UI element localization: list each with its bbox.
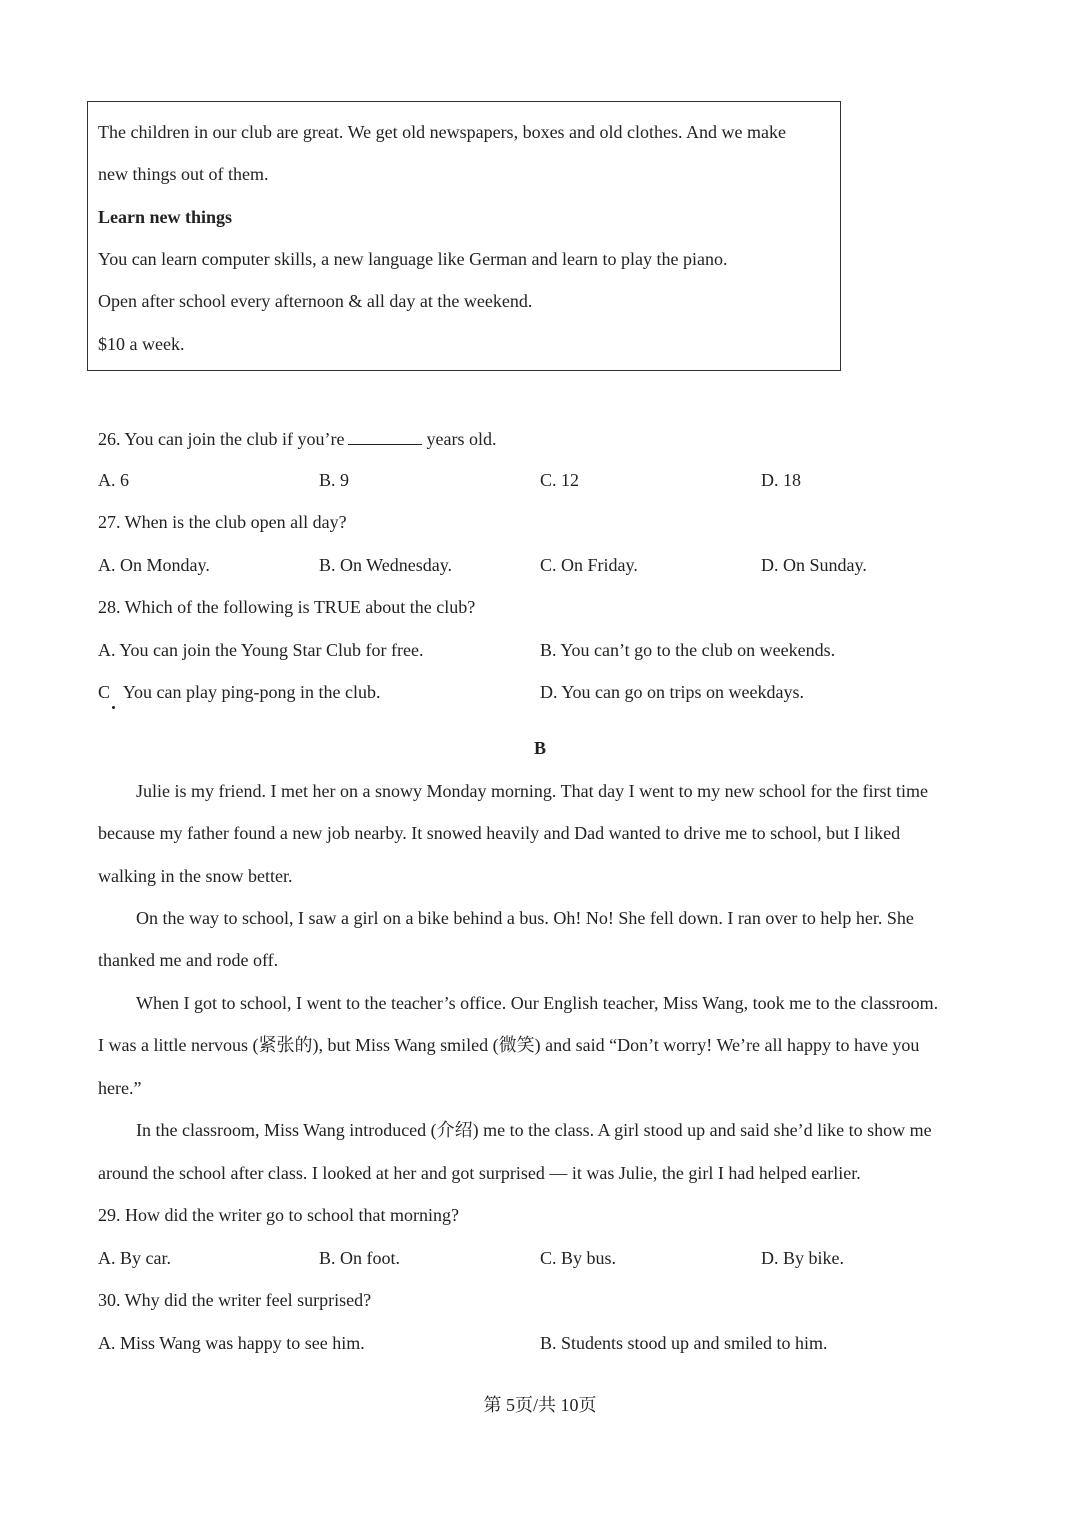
q27-option-d: D. On Sunday. [761, 555, 867, 575]
question-26-stem-before: 26. You can join the club if you’re [98, 429, 345, 449]
passage-b-p1-line3: walking in the snow better. [98, 866, 293, 886]
q30-option-a: A. Miss Wang was happy to see him. [98, 1333, 365, 1353]
passage-b-p3-line3: here.” [98, 1078, 142, 1098]
q26-option-b: B. 9 [319, 470, 350, 490]
page-number-footer: 第 5页/共 10页 [483, 1395, 597, 1415]
passage-b-p4-line1: In the classroom, Miss Wang introduced (介绍) me to the class. A girl stood up and said she’d like to show me [136, 1120, 932, 1140]
q28-option-a: A. You can join the Young Star Club for free. [98, 640, 424, 660]
q26-option-a: A. 6 [98, 470, 129, 490]
q26-option-d: D. 18 [761, 470, 801, 490]
q29-option-a: A. By car. [98, 1248, 171, 1268]
passage-b-p3-line2: I was a little nervous (紧张的), but Miss Wang smiled (微笑) and said “Don’t worry! We’re all happy to have you [98, 1035, 920, 1055]
answer-blank [348, 426, 422, 445]
box-line-3: You can learn computer skills, a new language like German and learn to play the piano. [98, 249, 728, 269]
passage-b-p1-line1: Julie is my friend. I met her on a snowy Monday morning. That day I went to my new school for the first time [136, 781, 929, 801]
passage-b-p3-line1: When I got to school, I went to the teacher’s office. Our English teacher, Miss Wang, took me to the classroom. [136, 993, 939, 1013]
q27-option-a: A. On Monday. [98, 555, 210, 575]
q29-option-c: C. By bus. [540, 1248, 617, 1268]
question-28-stem: 28. Which of the following is TRUE about the club? [98, 597, 476, 617]
q26-option-c: C. 12 [540, 470, 580, 490]
question-29-stem: 29. How did the writer go to school that morning? [98, 1205, 459, 1225]
q30-option-b: B. Students stood up and smiled to him. [540, 1333, 828, 1353]
box-line-2: new things out of them. [98, 164, 269, 184]
box-heading-learn-new-things: Learn new things [98, 207, 233, 227]
question-26 [98, 426, 496, 450]
question-30-stem: 30. Why did the writer feel surprised? [98, 1290, 372, 1310]
q28-option-b: B. You can’t go to the club on weekends. [540, 640, 836, 660]
q29-option-d: D. By bike. [761, 1248, 844, 1268]
passage-b-p2-line1: On the way to school, I saw a girl on a bike behind a bus. Oh! No! She fell down. I ran over to help her. She [136, 908, 914, 928]
q28-option-d: D. You can go on trips on weekdays. [540, 682, 804, 702]
q27-option-c: C. On Friday. [540, 555, 638, 575]
stray-dot-mark [112, 706, 115, 709]
passage-b-p1-line2: because my father found a new job nearby. It snowed heavily and Dad wanted to drive me to school, but I liked [98, 823, 901, 843]
question-27-stem: 27. When is the club open all day? [98, 512, 347, 532]
question-26-stem-after: years old. [426, 429, 497, 449]
passage-b-p2-line2: thanked me and rode off. [98, 950, 279, 970]
q28-option-c: C You can play ping-pong in the club. [98, 682, 381, 702]
q29-option-b: B. On foot. [319, 1248, 400, 1268]
passage-b-p4-line2: around the school after class. I looked at her and got surprised — it was Julie, the girl I had helped earlier. [98, 1163, 861, 1183]
q27-option-b: B. On Wednesday. [319, 555, 453, 575]
box-line-4: Open after school every afternoon & all day at the weekend. [98, 291, 533, 311]
section-b-title: B [533, 738, 546, 758]
box-line-5: $10 a week. [98, 334, 185, 354]
box-line-1: The children in our club are great. We get old newspapers, boxes and old clothes. And we make [98, 122, 787, 142]
